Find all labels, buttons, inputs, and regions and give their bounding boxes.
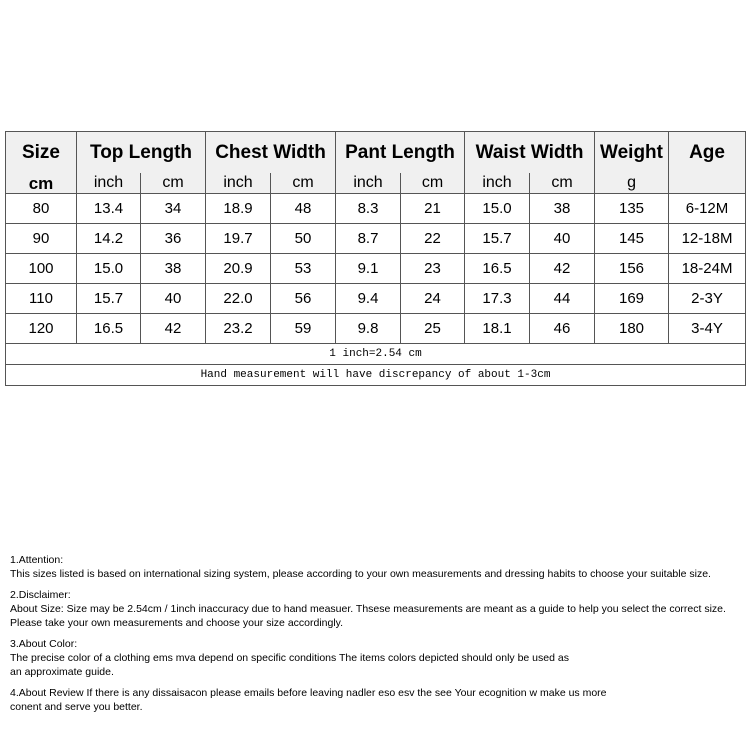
table-cell: 53	[271, 254, 336, 284]
table-row	[6, 314, 746, 344]
header-row	[6, 132, 746, 174]
size-chart-table	[5, 131, 746, 386]
table-cell: 46	[530, 314, 595, 344]
unit-cell: inch	[206, 173, 271, 194]
table-cell: 22.0	[206, 284, 271, 314]
table-cell: 21	[401, 194, 465, 224]
conversion-note: 1 inch=2.54 cm	[6, 344, 746, 365]
unit-cell: g	[595, 173, 669, 194]
header-pant-length: Pant Length	[336, 132, 465, 174]
unit-row	[6, 173, 746, 194]
table-cell: 110	[6, 284, 77, 314]
table-cell: 120	[6, 314, 77, 344]
table-cell: 2-3Y	[669, 284, 746, 314]
table-cell: 18.1	[465, 314, 530, 344]
table-row	[6, 284, 746, 314]
note-about-color	[10, 637, 748, 679]
table-cell: 145	[595, 224, 669, 254]
note-heading: 1.Attention:	[10, 554, 64, 566]
note-about-review	[10, 686, 748, 714]
unit-cell: inch	[465, 173, 530, 194]
table-cell: 90	[6, 224, 77, 254]
table-cell: 22	[401, 224, 465, 254]
table-cell: 9.8	[336, 314, 401, 344]
note-disclaimer	[10, 588, 748, 630]
table-cell: 135	[595, 194, 669, 224]
note-line: 4.About Review If there is any dissaisacon please emails before leaving nadler eso esv the see Your ecognition w make us more	[10, 687, 607, 699]
note-heading: 3.About Color:	[10, 638, 78, 650]
table-cell: 40	[530, 224, 595, 254]
table-cell: 9.4	[336, 284, 401, 314]
header-weight: Weight	[595, 132, 669, 174]
measurement-note: Hand measurement will have discrepancy of about 1-3cm	[6, 365, 746, 386]
conversion-note-row	[6, 344, 746, 365]
unit-cell: inch	[336, 173, 401, 194]
unit-cell: cm	[271, 173, 336, 194]
table-cell: 17.3	[465, 284, 530, 314]
table-cell: 12-18M	[669, 224, 746, 254]
note-line: Please take your own measurements and choose your size accordingly.	[10, 617, 344, 629]
table-cell: 23	[401, 254, 465, 284]
unit-cell	[669, 173, 746, 194]
table-cell: 36	[141, 224, 206, 254]
table-cell: 6-12M	[669, 194, 746, 224]
table-cell: 3-4Y	[669, 314, 746, 344]
table-cell: 44	[530, 284, 595, 314]
table-row	[6, 194, 746, 224]
table-cell: 50	[271, 224, 336, 254]
table-cell: 15.0	[77, 254, 141, 284]
table-cell: 8.3	[336, 194, 401, 224]
table-cell: 8.7	[336, 224, 401, 254]
unit-cell: cm	[401, 173, 465, 194]
header-age: Age	[669, 132, 746, 174]
notes-section	[10, 553, 748, 721]
table-cell: 18.9	[206, 194, 271, 224]
table-cell: 9.1	[336, 254, 401, 284]
header-chest-width: Chest Width	[206, 132, 336, 174]
table-cell: 16.5	[77, 314, 141, 344]
measurement-note-row	[6, 365, 746, 386]
table-cell: 15.0	[465, 194, 530, 224]
header-size: Size	[6, 132, 77, 174]
table-cell: 40	[141, 284, 206, 314]
table-cell: 59	[271, 314, 336, 344]
table-cell: 18-24M	[669, 254, 746, 284]
header-waist-width: Waist Width	[465, 132, 595, 174]
table-cell: 38	[141, 254, 206, 284]
table-cell: 34	[141, 194, 206, 224]
note-line: conent and serve you better.	[10, 701, 143, 713]
table-cell: 38	[530, 194, 595, 224]
table-row	[6, 224, 746, 254]
unit-cell: cm	[530, 173, 595, 194]
table-cell: 19.7	[206, 224, 271, 254]
table-cell: 180	[595, 314, 669, 344]
table-cell: 20.9	[206, 254, 271, 284]
table-cell: 14.2	[77, 224, 141, 254]
table-cell: 13.4	[77, 194, 141, 224]
table-cell: 80	[6, 194, 77, 224]
table-cell: 15.7	[77, 284, 141, 314]
table-cell: 16.5	[465, 254, 530, 284]
note-line: About Size: Size may be 2.54cm / 1inch inaccuracy due to hand measuer. Thsese measurements are meant as a guide to help you select the correct size.	[10, 603, 726, 615]
unit-cell: inch	[77, 173, 141, 194]
table-cell: 15.7	[465, 224, 530, 254]
header-top-length: Top Length	[77, 132, 206, 174]
note-heading: 2.Disclaimer:	[10, 589, 71, 601]
table-cell: 48	[271, 194, 336, 224]
note-line: This sizes listed is based on international sizing system, please according to your own measurements and dressing habits to choose your suitable size.	[10, 568, 711, 580]
table-cell: 24	[401, 284, 465, 314]
table-cell: 23.2	[206, 314, 271, 344]
note-line: an approximate guide.	[10, 666, 114, 678]
table-cell: 56	[271, 284, 336, 314]
table-cell: 169	[595, 284, 669, 314]
table-cell: 156	[595, 254, 669, 284]
table-cell: 42	[141, 314, 206, 344]
table-cell: 42	[530, 254, 595, 284]
unit-cell: cm	[6, 173, 77, 194]
unit-cell: cm	[141, 173, 206, 194]
table-cell: 100	[6, 254, 77, 284]
note-line: The precise color of a clothing ems mva depend on specific conditions The items colors depicted should only be used as	[10, 652, 569, 664]
table-cell: 25	[401, 314, 465, 344]
table-row	[6, 254, 746, 284]
note-attention	[10, 553, 748, 581]
